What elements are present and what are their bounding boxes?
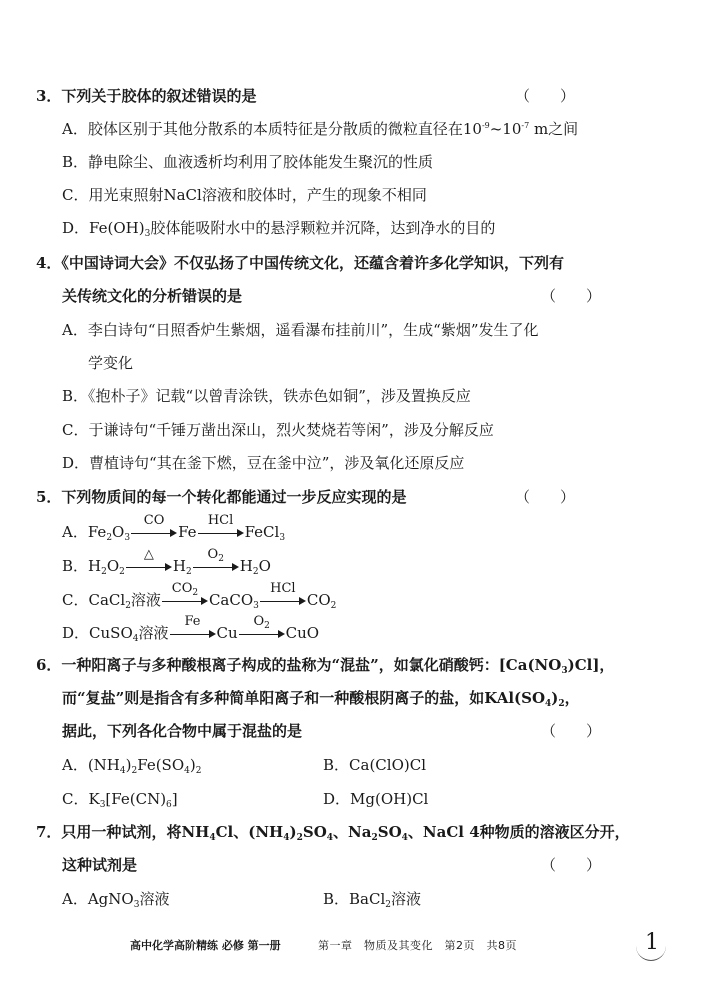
question-6-option-b: B．Ca(ClO)Cl bbox=[323, 756, 426, 774]
question-3-option-d: D．$Fe(OH)_3$胶体能吸附水中的悬浮颗粒并沉降，达到净水的目的 bbox=[62, 219, 496, 239]
question-6-option-c: C．$K_3[Fe(CN)_6]$ bbox=[62, 790, 178, 810]
question-4-option-c: C．于谦诗句“千锤万凿出深山，烈火焚烧若等闲”，涉及分解反应 bbox=[62, 421, 494, 439]
answer-paren: （ ） bbox=[540, 856, 601, 874]
question-4-option-b: B．《抱朴子》记载“以曾青涂铁，铁赤色如铜”，涉及置换反应 bbox=[62, 387, 471, 405]
question-7-option-b: B．BaCl$_2$溶液 bbox=[323, 890, 422, 910]
question-4-option-a-line1: A．李白诗句“日照香炉生紫烟，遥看瀑布挂前川”，生成“紫烟”发生了化 bbox=[62, 321, 539, 339]
question-6-stem-line2: 而“复盐”则是指含有多种简单阳离子和一种酸根阴离子的盐，如$KAl(SO_4)_2$， bbox=[62, 689, 580, 709]
answer-paren: （ ） bbox=[514, 87, 575, 105]
reaction-arrow: $CO_2$ bbox=[162, 590, 208, 610]
question-7-option-a: A．AgNO$_3$溶液 bbox=[62, 890, 170, 910]
question-4-stem-line2: 关传统文化的分析错误的是 （ ） bbox=[62, 287, 601, 305]
question-7-stem-line2: 这种试剂是 （ ） bbox=[62, 856, 601, 874]
question-3-option-a: A．胶体区别于其他分散系的本质特征是分散质的微粒直径在$10^{-9}\sim 10^{-7}$ m之间 bbox=[62, 120, 579, 138]
question-5-option-c: C．CaCl$_2$溶液 $CO_2$ CaCO$_3$ HCl $CO_2$ bbox=[62, 581, 337, 611]
reaction-arrow: CO bbox=[131, 522, 177, 542]
reaction-arrow: HCl bbox=[260, 590, 306, 610]
answer-paren: （ ） bbox=[540, 287, 601, 305]
question-5-option-a: A．$Fe_2O_3$ CO Fe HCl FeCl$_3$ bbox=[62, 513, 286, 543]
question-3-option-b: B．静电除尘、血液透析均利用了胶体能发生聚沉的性质 bbox=[62, 153, 434, 171]
question-3-option-c: C．用光束照射NaCl溶液和胶体时，产生的现象不相同 bbox=[62, 186, 427, 204]
question-6-stem-line3: 据此，下列各化合物中属于混盐的是 （ ） bbox=[62, 722, 601, 740]
reaction-arrow: HCl bbox=[198, 522, 244, 542]
question-3-stem: 3．下列关于胶体的叙述错误的是 （ ） bbox=[36, 87, 575, 105]
question-5-stem: 5．下列物质间的每一个转化都能通过一步反应实现的是 （ ） bbox=[36, 488, 575, 506]
reaction-arrow: $O_2$ bbox=[193, 556, 239, 576]
footer-book-title: 高中化学高阶精练 必修 第一册 bbox=[130, 939, 281, 952]
reaction-arrow: Fe bbox=[170, 623, 216, 643]
page-number-badge bbox=[636, 928, 668, 960]
reaction-arrow: △ bbox=[126, 556, 172, 576]
question-4-option-d: D．曹植诗句“其在釜下燃，豆在釜中泣”，涉及氧化还原反应 bbox=[62, 454, 465, 472]
footer-chapter-info: 第一章 物质及其变化 第2页 共8页 bbox=[318, 939, 517, 952]
question-4-option-a-line2: 学变化 bbox=[88, 354, 134, 372]
answer-paren: （ ） bbox=[540, 722, 601, 740]
question-4-stem-line1: 4．《中国诗词大会》不仅弘扬了中国传统文化，还蕴含着许多化学知识，下列有 bbox=[36, 254, 564, 272]
question-6-option-d: D．Mg(OH)Cl bbox=[323, 790, 429, 808]
question-5-option-d: D．CuSO$_4$溶液 Fe Cu $O_2$ CuO bbox=[62, 614, 320, 644]
question-6-option-a: A．$(NH_4)_2Fe(SO_4)_2$ bbox=[62, 756, 202, 776]
question-7-stem-line1: 7．只用一种试剂，将$NH_4Cl$、$(NH_4)_2SO_4$、$Na_2SO_4$、NaCl 4种物质的溶液区分开， bbox=[36, 823, 630, 843]
page-number: 1 bbox=[645, 930, 659, 955]
question-5-option-b: B．$H_2O_2$ △ $H_2$ $O_2$ $H_2O$ bbox=[62, 547, 271, 577]
answer-paren: （ ） bbox=[514, 488, 575, 506]
question-6-stem-line1: 6．一种阳离子与多种酸根离子构成的盐称为“混盐”，如氯化硝酸钙：$[Ca(NO_3)Cl]$， bbox=[36, 656, 615, 676]
reaction-arrow: $O_2$ bbox=[239, 623, 285, 643]
